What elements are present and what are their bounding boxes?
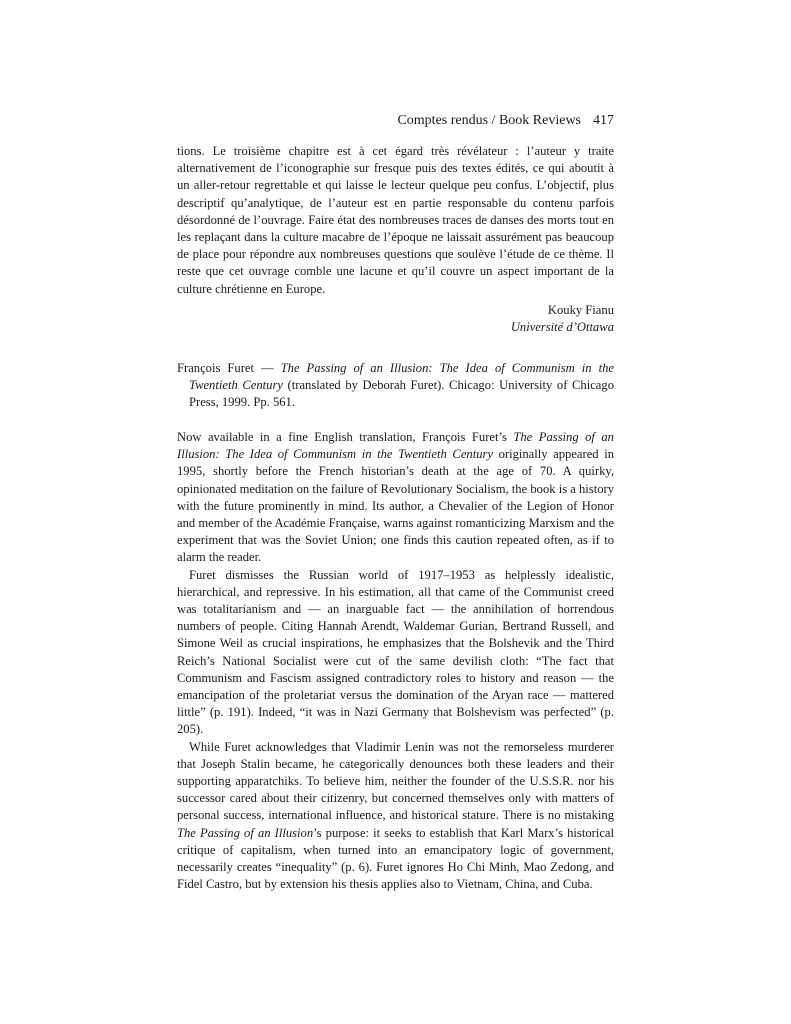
review-french-ending xyxy=(177,143,614,298)
reviewer-institution: Université d’Ottawa xyxy=(510,320,614,335)
book-title: The Passing of an Illusion: The Idea of Communism in the Twentieth Century xyxy=(177,430,614,462)
page-number: 417 xyxy=(593,113,614,128)
review-body xyxy=(177,429,614,893)
running-header xyxy=(397,112,614,130)
citation-author: François Furet — xyxy=(177,361,281,375)
citation-details: (translated by Deborah Furet). Chicago: University of Chicago Press, 1999. Pp. 561. xyxy=(189,378,614,410)
book-citation xyxy=(177,360,614,412)
paragraph-2: Furet dismisses the Russian world of 1917–1953 as helplessly idealistic, hierarchical, and repressive. In his estimation, all that came of the Communist creed was totalitarianism and — an inarguable fact — the annihilation of horrendous numbers of people. Citing Hannah Arendt, Waldemar Gurian, Bertrand Russell, and Simone Weil as crucial inspirations, he emphasizes that the Bolshevik and the Third Reich’s National Socialist were cut of the same devilish cloth: “The fact that Communism and Fascism assigned contradictory roles to history and reason — the emancipation of the proletariat versus the domination of the Aryan race — mattered little” (p. 191). Indeed, “it was in Nazi Germany that Bolshevism was perfected” (p. 205). xyxy=(177,567,614,737)
book-title: The Passing of an Illusion xyxy=(177,825,314,840)
reviewer-name: Kouky Fianu xyxy=(547,303,614,317)
paragraph: tions. Le troisième chapitre est à cet égard très révélateur : l’auteur y traite alternativement de l’iconographie sur fresque puis des textes édités, ce qui aboutit à un aller-retour regrettable et qui laisse le lecteur quelque peu confus. L’objectif, plus descriptif qu’analytique, de l’auteur est en partie responsable du contenu parfois désordonné de l’ouvrage. Faire état des nombreuses traces de danses des morts tout en les replaçant dans la culture macabre de l’époque ne laissait assurément pas beaucoup de place pour répondre aux nombreuses questions que soulève l’étude de ce thème. Il reste que cet ouvrage comble une lacune et qu’il couvre un aspect important de la culture chrétienne en Europe. xyxy=(177,144,614,296)
paragraph-3: While Furet acknowledges that Vladimir Lenin was not the remorseless murderer that Joseph Stalin became, he categorically denounces both these leaders and their supporting apparatchiks. To believe him, neither the founder of the U.S.S.R. nor his successor cared about their citizenry, but concerned themselves only with matters of personal success, international influence, and historical stature. There is no mistaking The Passing of an Illusion’s purpose: it seeks to establish that Karl Marx’s historical critique of capitalism, when turned into an emancipatory logic of government, necessarily creates “inequality” (p. 6). Furet ignores Ho Chi Minh, Mao Zedong, and Fidel Castro, but by extension his thesis applies also to Vietnam, China, and Cuba. xyxy=(177,739,614,892)
running-title: Comptes rendus / Book Reviews xyxy=(397,113,581,128)
reviewer-signature xyxy=(511,302,614,336)
paragraph-1: Now available in a fine English translation, François Furet’s The Passing of an Illusion: The Idea of Communism in the Twentieth Century originally appeared in 1995, shortly before the French historian’s death at the age of 70. A quirky, opinionated meditation on the failure of Revolutionary Socialism, the book is a history with the future prominently in mind. Its author, a Chevalier of the Legion of Honor and member of the Académie Française, warns against romanticizing Marxism and the experiment that was the Soviet Union; one finds this caution repeated often, as if to alarm the reader. xyxy=(177,430,614,565)
citation-title: The Passing of an Illusion: The Idea of Communism in the Twentieth Century xyxy=(189,361,614,393)
